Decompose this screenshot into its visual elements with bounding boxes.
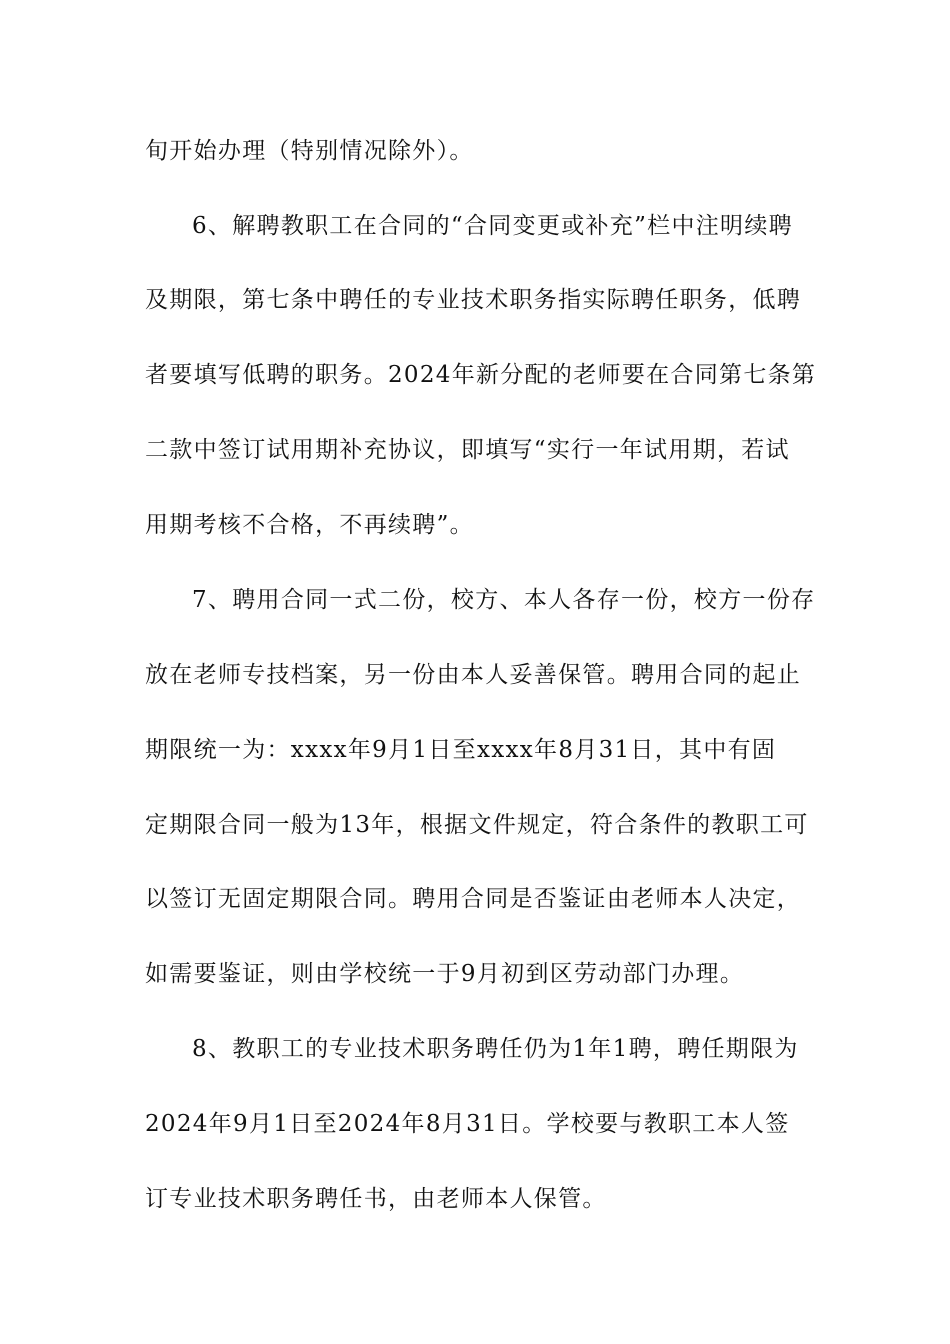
paragraph-line: 放在老师专技档案，另一份由本人妥善保管。聘用合同的起止 [145, 662, 802, 688]
paragraph-line: 者要填写低聘的职务。2024年新分配的老师要在合同第七条第 [145, 362, 817, 388]
item-8-line: 8、教职工的专业技术职务聘任仍为1年1聘，聘任期限为 [192, 1036, 799, 1062]
paragraph-line: 以签订无固定期限合同。聘用合同是否鉴证由老师本人决定， [145, 886, 802, 912]
paragraph-line: 用期考核不合格，不再续聘”。 [145, 512, 474, 538]
paragraph-line: 二款中签订试用期补充协议，即填写“实行一年试用期，若试 [145, 437, 790, 463]
paragraph-line: 期限统一为：xxxx年9月1日至xxxx年8月31日，其中有固 [145, 737, 777, 763]
paragraph-line: 旬开始办理（特别情况除外）。 [145, 138, 474, 164]
paragraph-line: 2024年9月1日至2024年8月31日。学校要与教职工本人签 [145, 1111, 790, 1137]
paragraph-line: 订专业技术职务聘任书，由老师本人保管。 [145, 1186, 607, 1212]
paragraph-line: 及期限，第七条中聘任的专业技术职务指实际聘任职务，低聘 [145, 287, 802, 313]
paragraph-line: 定期限合同一般为13年，根据文件规定，符合条件的教职工可 [145, 812, 809, 838]
paragraph-line: 如需要鉴证，则由学校统一于9月初到区劳动部门办理。 [145, 961, 745, 987]
item-7-line: 7、聘用合同一式二份，校方、本人各存一份，校方一份存 [192, 587, 816, 613]
item-6-line: 6、解聘教职工在合同的“合同变更或补充”栏中注明续聘 [192, 213, 793, 239]
